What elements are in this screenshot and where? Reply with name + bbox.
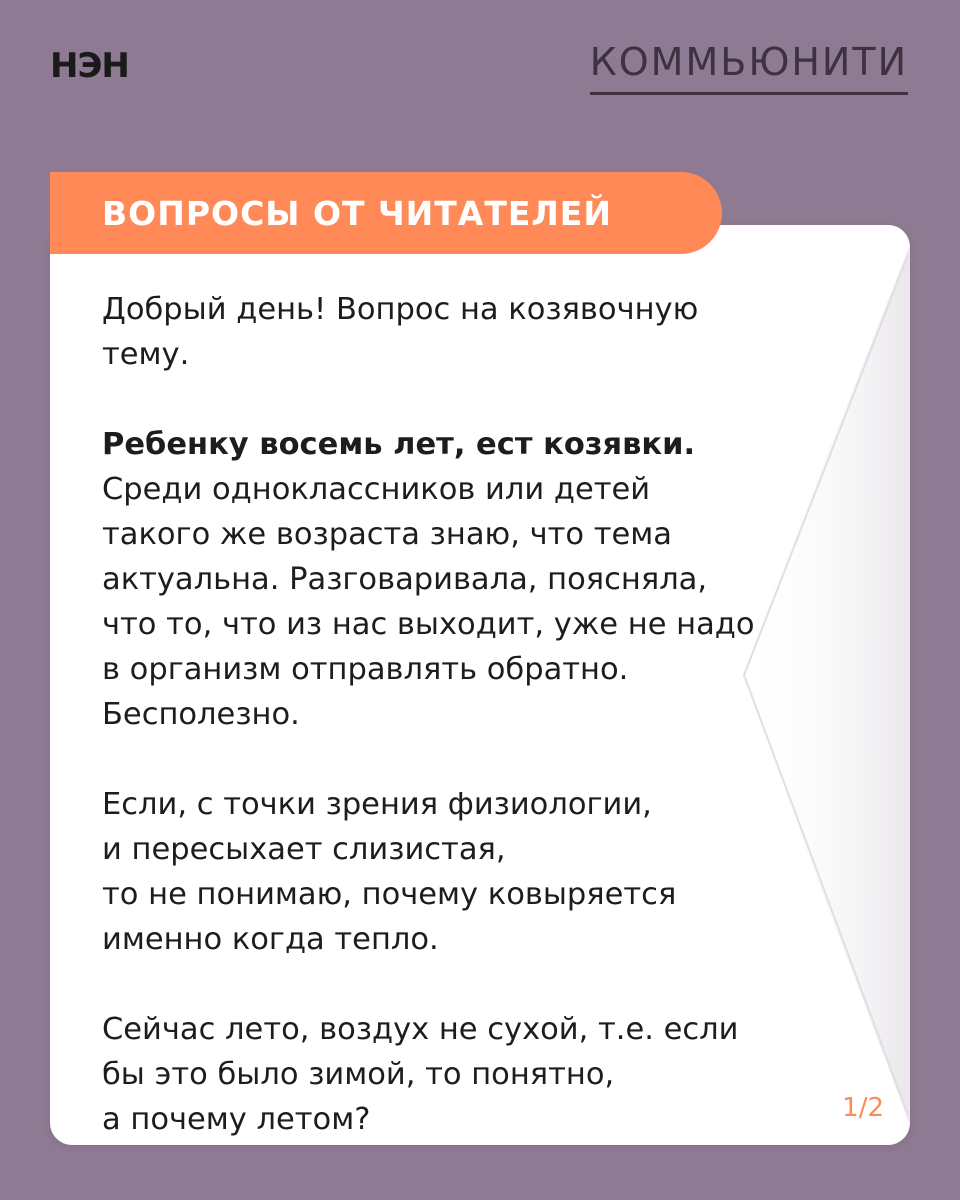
paragraph-2 [102,422,842,737]
tab-title: ВОПРОСЫ ОТ ЧИТАТЕЛЕЙ [102,193,612,233]
title-tab [50,172,722,254]
text-line: Добрый день! Вопрос на козявочную [102,292,699,327]
paragraph-1 [102,287,842,377]
text-line: такого же возраста знаю, что тема [102,517,672,552]
question-card [50,225,910,1145]
text-line: что то, что из нас выходит, уже не надо [102,607,755,642]
text-line: Среди одноклассников или детей [102,472,651,507]
text-line: Сейчас лето, воздух не сухой, т.е. если [102,1012,739,1047]
text-line: и пересыхает слизистая, [102,832,506,867]
text-line: то не понимаю, почему ковыряется [102,877,677,912]
text-line: в организм отправлять обратно. [102,652,629,687]
logo: НЭН [50,46,129,86]
paragraph-4 [102,1007,842,1142]
bold-text-line: Ребенку восемь лет, ест козявки. [102,427,696,462]
text-line: Бесполезно. [102,697,300,732]
text-line: бы это было зимой, то понятно, [102,1057,615,1092]
page-number: 1/2 [842,1093,884,1123]
text-line: тему. [102,337,190,372]
text-line: а почему летом? [102,1102,371,1137]
text-line: именно когда тепло. [102,922,439,957]
text-line: Если, с точки зрения физиологии, [102,787,652,822]
paragraph-3 [102,782,842,962]
text-line: актуальна. Разговаривала, поясняла, [102,562,708,597]
section-label: КОММЬЮНИТИ [590,40,908,95]
question-text [102,287,842,1142]
